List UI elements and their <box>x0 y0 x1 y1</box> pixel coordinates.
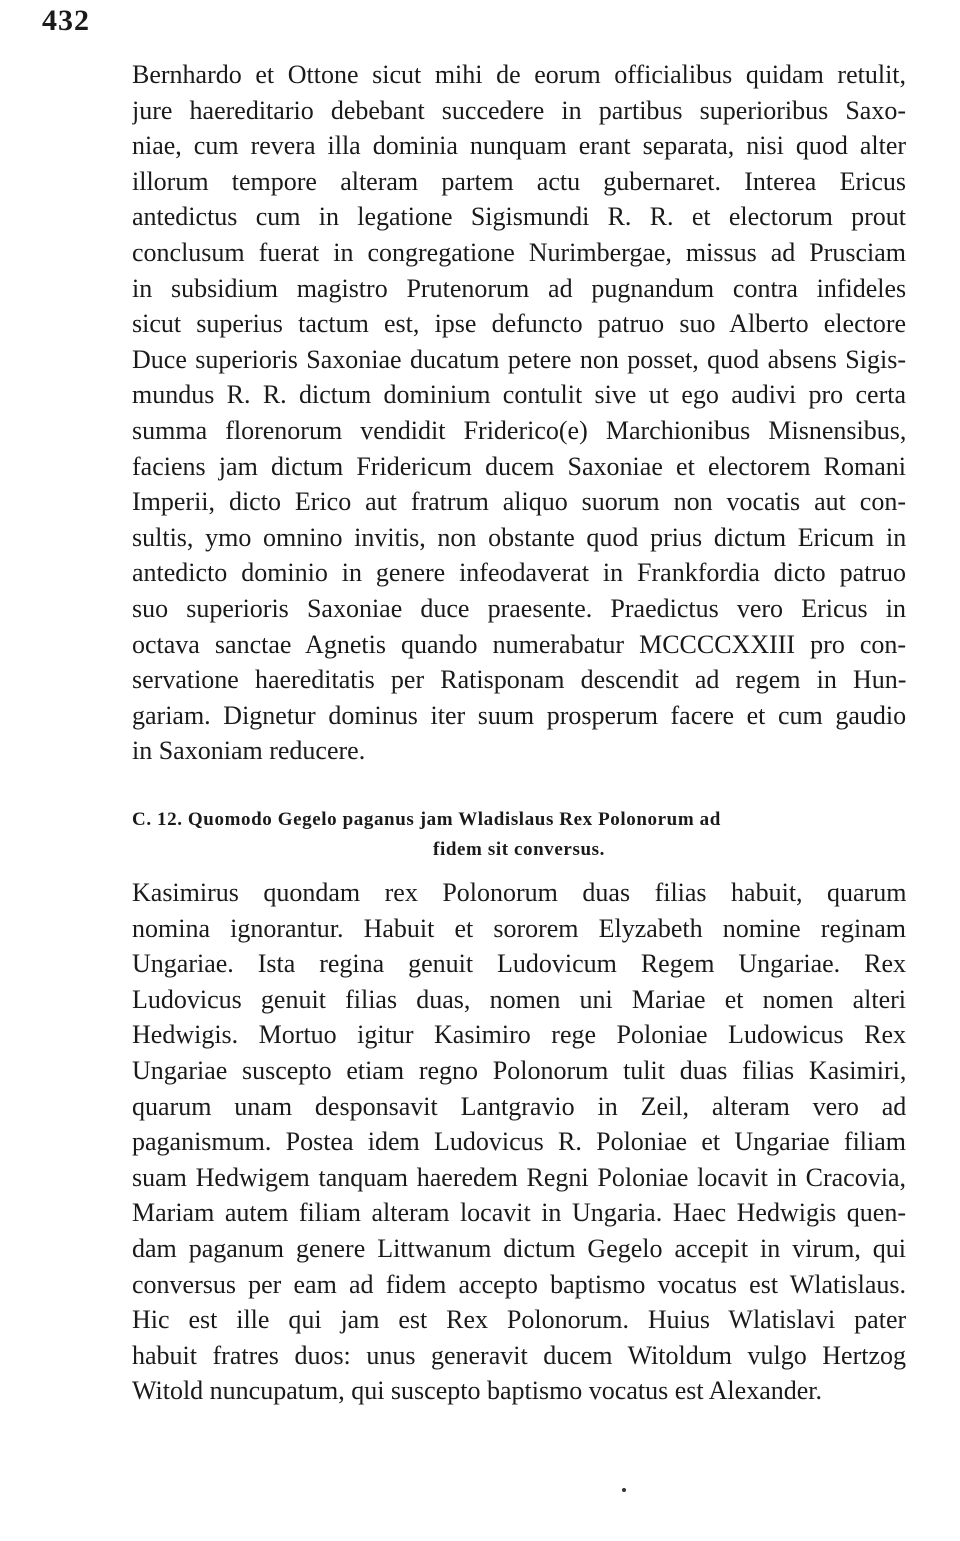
text-line: Witold nuncupatum, qui suscepto baptismo vocatus est Alexander. <box>132 1376 823 1406</box>
text-line: jure haereditario debebant succedere in partibus superioribus Saxo- <box>132 95 906 125</box>
text-line: mundus R. R. dictum dominium contulit sive ut ego audivi pro certa <box>132 380 906 410</box>
text-line: paganismum. Postea idem Ludovicus R. Poloniae et Ungariae filiam <box>132 1127 906 1157</box>
text-line: Hedwigis. Mortuo igitur Kasimiro rege Poloniae Ludowicus Rex <box>132 1020 906 1050</box>
text-line: habuit fratres duos: unus generavit ducem Witoldum vulgo Hertzog <box>132 1340 906 1370</box>
text-line: niae, cum revera illa dominia nunquam erant separata, nisi quod alter <box>132 131 906 161</box>
text-line: antedictus cum in legatione Sigismundi R. R. et electorum prout <box>132 202 906 232</box>
text-line: conversus per eam ad fidem accepto baptismo vocatus est Wlatislaus. <box>132 1269 906 1299</box>
text-line: summa florenorum vendidit Friderico(e) Marchionibus Misnensibus, <box>132 415 906 445</box>
text-line: faciens jam dictum Fridericum ducem Saxoniae et electorem Romani <box>132 451 906 481</box>
text-line: servatione haereditatis per Ratisponam descendit ad regem in Hun- <box>132 665 906 695</box>
text-line: suam Hedwigem tanquam haeredem Regni Poloniae locavit in Cracovia, <box>132 1162 906 1192</box>
text-line: Hic est ille qui jam est Rex Polonorum. Huius Wlatislavi pater <box>132 1305 906 1335</box>
text-line: Mariam autem filiam alteram locavit in Ungaria. Haec Hedwigis quen- <box>132 1198 906 1228</box>
text-line: Kasimirus quondam rex Polonorum duas filias habuit, quarum <box>132 878 906 907</box>
text-line: in subsidium magistro Prutenorum ad pugnandum contra infideles <box>132 273 906 303</box>
text-line: dam paganum genere Littwanum dictum Gegelo accepit in virum, qui <box>132 1233 906 1263</box>
text-line: nomina ignorantur. Habuit et sororem Elyzabeth nomine reginam <box>132 913 906 943</box>
text-line: Ungariae. Ista regina genuit Ludovicum Regem Ungariae. Rex <box>132 949 906 979</box>
ink-speck <box>622 1488 626 1492</box>
text-line: conclusum fuerat in congregatione Nurimbergae, missus ad Prusciam <box>132 237 906 267</box>
text-line: Ludovicus genuit filias duas, nomen uni Mariae et nomen alteri <box>132 984 906 1014</box>
text-line: illorum tempore alteram partem actu gubernaret. Interea Ericus <box>132 166 906 196</box>
text-line: antedicto dominio in genere infeodaverat in Frankfordia dicto patruo <box>132 558 906 588</box>
text-line: Bernhardo et Ottone sicut mihi de eorum officialibus quidam retulit, <box>132 60 906 89</box>
paragraph-1 <box>132 57 906 769</box>
text-line: suo superioris Saxoniae duce praesente. Praedictus vero Ericus in <box>132 593 906 623</box>
chapter-heading-line-2: fidem sit conversus. <box>433 839 605 860</box>
text-line: gariam. Dignetur dominus iter suum prosperum facere et cum gaudio <box>132 700 906 730</box>
text-line: sicut superius tactum est, ipse defuncto patruo suo Alberto electore <box>132 309 906 339</box>
text-line: sultis, ymo omnino invitis, non obstante quod prius dictum Ericum in <box>132 522 906 552</box>
page-number: 432 <box>42 4 90 37</box>
text-line: in Saxoniam reducere. <box>132 736 366 766</box>
chapter-heading-line-1: C. 12. Quomodo Gegelo paganus jam Wladislaus Rex Polonorum ad <box>132 809 721 830</box>
paragraph-2 <box>132 875 906 1409</box>
chapter-heading <box>132 805 906 865</box>
text-line: Ungariae suscepto etiam regno Polonorum tulit duas filias Kasimiri, <box>132 1055 906 1085</box>
text-line: octava sanctae Agnetis quando numerabatur MCCCCXXIII pro con- <box>132 629 906 659</box>
text-line: Imperii, dicto Erico aut fratrum aliquo suorum non vocatis aut con- <box>132 487 906 517</box>
text-line: quarum unam desponsavit Lantgravio in Zeil, alteram vero ad <box>132 1091 906 1121</box>
text-line: Duce superioris Saxoniae ducatum petere non posset, quod absens Sigis- <box>132 344 906 374</box>
